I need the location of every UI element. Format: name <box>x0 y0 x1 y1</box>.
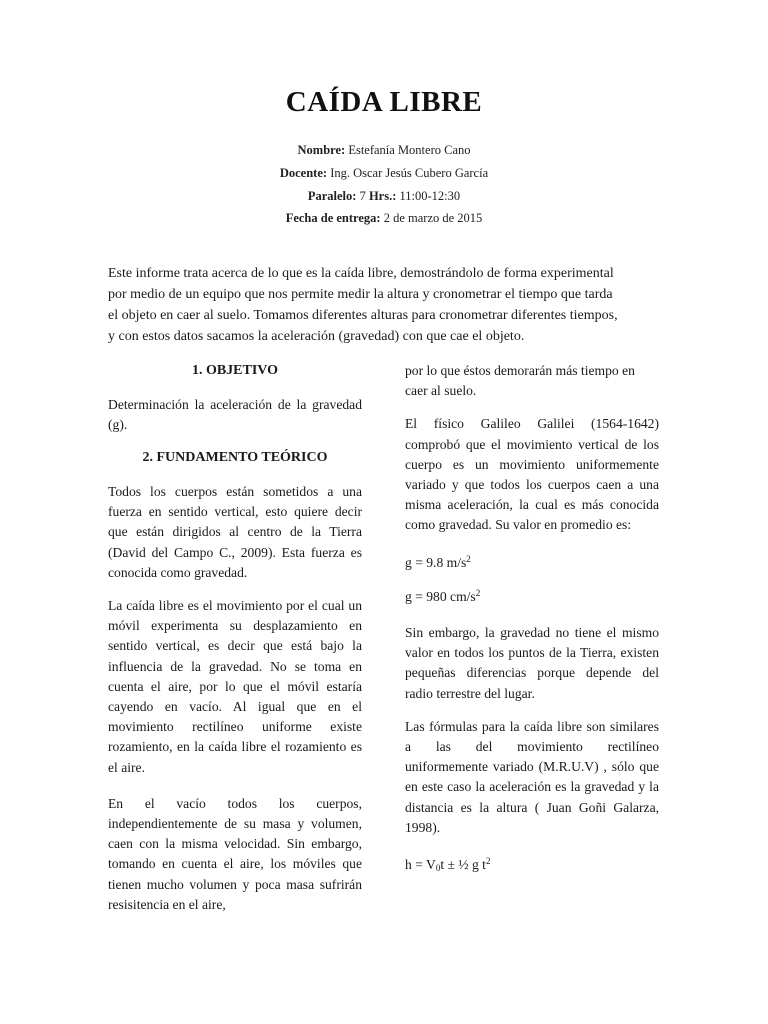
equation-g-cms <box>405 583 659 607</box>
equation-height <box>405 851 659 878</box>
equation-g-ms <box>405 549 659 573</box>
abstract-line: por medio de un equipo que nos permite medir la altura y cronometrar el tiempo que tarda <box>108 287 613 302</box>
section-label: Paralelo: <box>307 189 357 203</box>
left-column <box>108 361 362 395</box>
section-heading-objetivo: 1. OBJETIVO <box>191 363 279 378</box>
abstract-line: Este informe trata acerca de lo que es la caída libre, demostrándolo de forma experimental <box>108 266 614 281</box>
teacher-line <box>0 166 768 181</box>
paragraph: por lo que éstos demorarán más tiempo en caer al suelo. <box>405 363 635 399</box>
paragraph: En el vacío todos los cuerpos, independientemente de su masa y volumen, caen con la misma velocidad. Sin embargo, tomando en cuenta el aire, los móviles que tienen mucho volumen y poca masa sufrirán resisitencia en el aire, <box>108 795 362 912</box>
due-date-line <box>0 211 768 226</box>
equation-exponent: 2 <box>475 587 481 598</box>
abstract-line: el objeto en caer al suelo. Tomamos diferentes alturas para cronometrar diferentes tiempos, <box>108 308 618 323</box>
equation-text: h = V <box>405 857 436 873</box>
paragraph: Las fórmulas para la caída libre son similares a las del movimiento rectilíneo uniformemente variado (M.R.U.V) , sólo que en este caso la aceleración es la gravedad y la distancia es la altura ( Juan Goñi Galarza, 1998). <box>405 718 659 835</box>
paragraph: La caída libre es el movimiento por el cual un móvil experimenta su desplazamiento en sentido vertical, es decir que está bajo la influencia de la gravedad. No se toma en cuenta el aire, por lo que el móvil estaría cayendo en vacío. Al igual que en el movimiento rectilíneo uniforme existe rozamiento, en la caída libre el rozamiento es el aire. <box>108 598 362 775</box>
equation-text: g = 980 cm/s <box>405 588 476 604</box>
due-date-label: Fecha de entrega: <box>285 211 381 225</box>
schedule-line <box>0 189 768 204</box>
paragraph: Todos los cuerpos están sometidos a una fuerza en sentido vertical, esto quiere decir que están dirigidos al centro de la Tierra (David del Campo C., 2009). Esta fuerza es conocida como gravedad. <box>108 484 362 580</box>
abstract-line: y con estos datos sacamos la aceleración (gravedad) con que cae el objeto. <box>108 329 525 344</box>
due-date-value: 2 de marzo de 2015 <box>383 211 483 225</box>
paragraph: El físico Galileo Galilei (1564-1642) comprobó que el movimiento vertical de los cuerpo es un movimiento uniformemente variado y que todos los cuerpos caen a una misma aceleración, la cual es más conocida como gravedad. Su valor en promedio es: <box>405 416 659 533</box>
author-label: Nombre: <box>297 143 346 157</box>
hours-value: 11:00-12:30 <box>399 189 461 203</box>
equation-exponent: 2 <box>485 856 491 867</box>
teacher-name: Ing. Oscar Jesús Cubero García <box>330 166 489 180</box>
equation-text: t ± ½ g t <box>440 857 486 873</box>
equation-text: g = 9.8 m/s <box>405 554 467 570</box>
equation-exponent: 2 <box>466 553 471 564</box>
author-name: Estefanía Montero Cano <box>348 143 471 157</box>
section-value: 7 <box>359 189 366 203</box>
hours-label: Hrs.: <box>368 189 397 203</box>
paragraph: Determinación la aceleración de la gravedad (g). <box>108 397 362 433</box>
abstract <box>108 263 662 347</box>
right-column <box>405 361 659 891</box>
section-heading-fundamento: 2. FUNDAMENTO TEÓRICO <box>142 450 328 465</box>
author-line <box>0 143 768 158</box>
teacher-label: Docente: <box>279 166 328 180</box>
equation-subscript: 0 <box>435 863 441 874</box>
left-column-objetivo-body <box>108 395 362 448</box>
left-column-body <box>108 482 362 928</box>
paragraph: Sin embargo, la gravedad no tiene el mismo valor en todos los puntos de la Tierra, existen pequeñas diferencias porque depende del radio terrestre del lugar. <box>405 625 659 701</box>
document-title: CAÍDA LIBRE <box>285 86 483 118</box>
left-column-fundamento-heading <box>108 448 362 468</box>
